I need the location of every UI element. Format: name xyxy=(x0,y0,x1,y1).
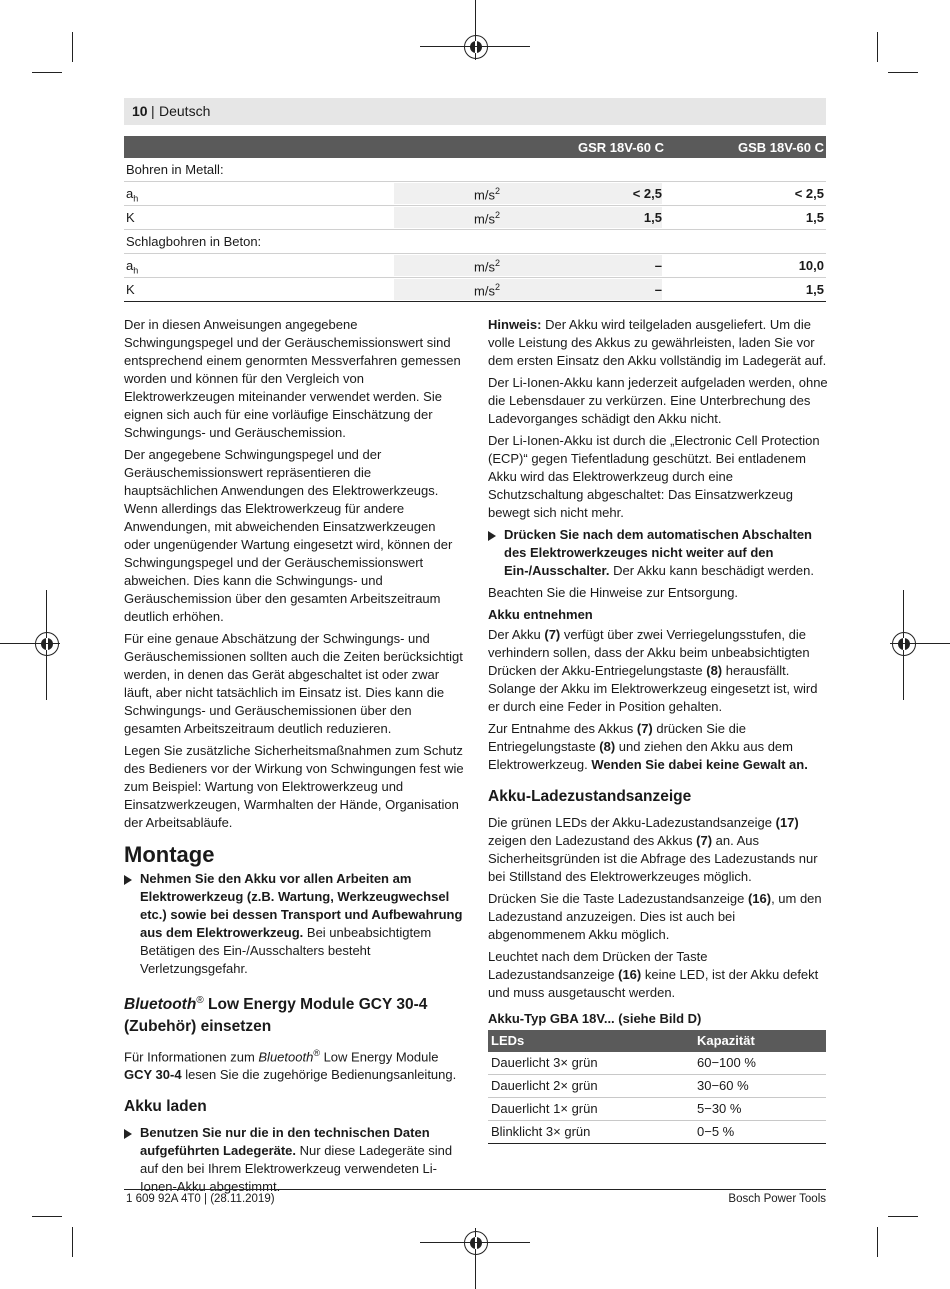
unit xyxy=(474,282,500,298)
led-state: Dauerlicht 3× grün xyxy=(488,1052,694,1075)
crop-mark xyxy=(888,1216,918,1217)
paragraph: Der Li-Ionen-Akku ist durch die „Electronic Cell Protection (ECP)“ gegen Tiefentladung geschützt. Bei entladenem Akku wird das Elektrowerkzeug durch eine Schutzschaltung abgeschaltet: Das Einsatzwerkzeug bewegt sich nicht mehr. xyxy=(488,433,820,520)
led-capacity-table xyxy=(488,1030,826,1144)
text: , um den Ladezustand anzuzeigen. Dies ist auch bei abgenommenem Akku möglich. xyxy=(488,891,822,942)
warning-text: Wenden Sie dabei keine Gewalt an. xyxy=(591,757,808,772)
paragraph: Der in diesen Anweisungen angegebene Schwingungspegel und der Geräuschemissionswert sind entsprechend einem genormten Messverfahren gemessen worden und können für den Vergleich von Elektrowerkzeugen miteinander verwendet werden. Sie eignen sich auch für eine vorläufige Einschätzung der Schwingungs- und Geräuschemission. xyxy=(124,317,461,440)
unit-text: m/s xyxy=(474,283,495,299)
paragraph xyxy=(488,814,828,886)
spec-group-row xyxy=(124,158,826,182)
spec-data-row xyxy=(124,278,826,302)
crop-mark xyxy=(877,1227,878,1257)
text: Zur Entnahme des Akkus xyxy=(488,721,637,736)
unit-text: m/s xyxy=(474,259,495,275)
value-gsr: 1,5 xyxy=(643,210,662,225)
cell-shade xyxy=(394,279,662,300)
crop-mark xyxy=(32,1216,62,1217)
paragraph xyxy=(488,948,828,1002)
spec-table xyxy=(124,136,826,302)
group-label: Schlagbohren in Beton: xyxy=(126,234,262,249)
akku-type-caption: Akku-Typ GBA 18V... (siehe Bild D) xyxy=(488,1011,702,1026)
crop-mark xyxy=(890,643,950,644)
spec-data-row xyxy=(124,206,826,230)
text: Für Informationen zum xyxy=(124,1049,259,1065)
publisher: Bosch Power Tools xyxy=(728,1193,826,1205)
right-column xyxy=(488,316,828,1144)
spec-col-gsb: GSB 18V-60 C xyxy=(738,140,824,155)
value-gsr: < 2,5 xyxy=(632,186,662,201)
registration-mark-icon xyxy=(892,632,916,656)
paragraph: Legen Sie zusätzliche Sicherheitsmaßnahmen zum Schutz des Bedieners vor der Wirkung von Schwingungen fest wie zum Beispiel: Wartung von Elektrowerkzeug und Einsatzwerkzeugen, Warmhalten der Hände, Organisation der Arbeitsabläufe. xyxy=(124,743,464,830)
column-header-kapazitaet: Kapazität xyxy=(694,1030,826,1052)
text: drücken Sie die Entriegelungstaste xyxy=(488,721,746,754)
section-title-ladezustand: Akku-Ladezustandsanzeige xyxy=(488,788,692,805)
crop-mark xyxy=(32,72,62,73)
row-label xyxy=(126,282,135,300)
table-row xyxy=(488,1121,826,1144)
table-header-row xyxy=(488,1030,826,1052)
symbol-subscript: h xyxy=(133,265,139,276)
unit-exponent: 2 xyxy=(494,186,500,196)
note-label: Hinweis: xyxy=(488,317,542,332)
spec-table-header xyxy=(124,136,826,158)
value-gsr: – xyxy=(654,258,662,273)
section-title-akku-entnehmen: Akku entnehmen xyxy=(488,607,593,622)
capacity: 0−5 % xyxy=(694,1121,826,1144)
spec-data-row xyxy=(124,182,826,206)
section-title-bluetooth xyxy=(124,990,464,1038)
text: Low Energy Module xyxy=(319,1049,439,1065)
text: zeigen den Ladezustand des Akkus xyxy=(488,833,697,848)
led-state: Blinklicht 3× grün xyxy=(488,1121,694,1144)
crop-mark xyxy=(877,32,878,62)
warning-bullet xyxy=(124,1124,464,1196)
bullet-text: Nur diese Ladegeräte sind auf den bei Ihrem Elektrowerkzeug verwendeten Li-Ionen-Akku abgestimmt. xyxy=(140,1143,453,1195)
left-column xyxy=(124,316,464,1200)
document-number: 1 609 92A 4T0 | (28.11.2019) xyxy=(126,1193,275,1205)
text: herausfällt. Solange der Akku im Elektrowerkzeug eingesetzt ist, wird er durch eine Feder in Position gehalten. xyxy=(488,663,818,714)
symbol: K xyxy=(126,210,135,225)
crop-mark xyxy=(888,72,918,73)
ref-number: (7) xyxy=(544,627,561,642)
table-body xyxy=(488,1052,826,1144)
led-state: Dauerlicht 1× grün xyxy=(488,1098,694,1121)
crop-mark xyxy=(72,32,73,62)
bullet-text: Bei unbeabsichtigtem Betätigen des Ein-/Ausschalters besteht Verletzungsgefahr. xyxy=(140,925,432,976)
module-name: GCY 30-4 xyxy=(124,1067,182,1083)
value-gsr: – xyxy=(654,282,662,297)
warning-bullet xyxy=(124,870,464,978)
symbol: a xyxy=(126,186,134,201)
unit xyxy=(474,210,500,226)
page-number: 10 xyxy=(132,103,148,119)
capacity: 5−30 % xyxy=(694,1098,826,1121)
bullet-triangle-icon xyxy=(124,1129,132,1139)
unit-exponent: 2 xyxy=(494,282,500,292)
header-separator: | xyxy=(151,103,155,119)
unit-exponent: 2 xyxy=(494,210,500,220)
row-label xyxy=(126,258,138,276)
text: Drücken Sie die Taste Ladezustandsanzeige xyxy=(488,891,748,906)
text: verfügt über zwei Verriegelungsstufen, die verhindern sollen, dass der Akku beim unbeabsichtigten Drücken der Akku-Entriegelungstaste xyxy=(488,627,810,678)
capacity: 60−100 % xyxy=(694,1052,826,1075)
unit xyxy=(474,186,500,202)
registration-mark-icon xyxy=(35,632,59,656)
crop-mark xyxy=(420,46,530,47)
led-state: Dauerlicht 2× grün xyxy=(488,1075,694,1098)
column-header-leds: LEDs xyxy=(488,1030,694,1052)
bluetooth-brand: Bluetooth xyxy=(258,1049,314,1065)
value-gsb: 1,5 xyxy=(805,282,824,297)
symbol: K xyxy=(126,282,135,297)
registration-mark-icon xyxy=(464,1231,488,1255)
table-row xyxy=(488,1075,826,1098)
bluetooth-brand: Bluetooth xyxy=(124,996,197,1014)
crop-mark xyxy=(420,1242,530,1243)
group-label: Bohren in Metall: xyxy=(126,162,224,177)
value-gsb: 10,0 xyxy=(798,258,824,273)
symbol: a xyxy=(126,258,134,273)
table-row xyxy=(488,1052,826,1075)
ref-number: (7) xyxy=(636,721,653,736)
registered-mark: ® xyxy=(196,995,204,1006)
bullet-text: Der Akku kann beschädigt werden. xyxy=(609,563,814,578)
page-footer xyxy=(124,1189,826,1205)
ref-number: (17) xyxy=(775,815,799,830)
unit-text: m/s xyxy=(474,211,495,227)
bullet-bold-text: Nehmen Sie den Akku vor allen Arbeiten am Elektrowerkzeug (z.B. Wartung, Werkzeugwechsel etc.) sowie bei dessen Transport und Aufbewahrung aus dem Elektrowerkzeug. xyxy=(140,871,463,940)
paragraph: Beachten Sie die Hinweise zur Entsorgung. xyxy=(488,585,739,600)
text: und ziehen den Akku aus dem Elektrowerkzeug. xyxy=(488,739,793,772)
bullet-triangle-icon xyxy=(124,875,132,885)
section-title-text: Low Energy Module GCY 30-4 (Zubehör) einsetzen xyxy=(124,996,428,1036)
bullet-bold-text: Benutzen Sie nur die in den technischen Daten aufgeführten Ladegeräte. xyxy=(140,1125,430,1159)
registered-mark: ® xyxy=(313,1048,320,1059)
spec-group-row xyxy=(124,230,826,254)
warning-bullet xyxy=(488,526,828,580)
paragraph: Der angegebene Schwingungspegel und der Geräuschemissionswert repräsentieren die hauptsächlichen Anwendungen des Elektrowerkzeugs. Wenn allerdings das Elektrowerkzeug für andere Anwendungen, mit abweichenden Einsatzwerkzeugen oder ungenügender Wartung eingesetzt wird, können der Schwingungspegel und der Geräuschemissionswert abweichen. Dies kann die Schwingungs- und Geräuschemission über den gesamten Arbeitszeitraum deutlich erhöhen. xyxy=(124,447,453,624)
cell-shade xyxy=(394,207,662,228)
bullet-triangle-icon xyxy=(488,531,496,541)
table-row xyxy=(488,1098,826,1121)
spec-col-gsr: GSR 18V-60 C xyxy=(578,140,664,155)
text: Der Akku xyxy=(488,627,545,642)
text: Die grünen LEDs der Akku-Ladezustandsanzeige xyxy=(488,815,776,830)
ref-number: (7) xyxy=(696,833,713,848)
capacity: 30−60 % xyxy=(694,1075,826,1098)
cell-shade xyxy=(394,183,662,204)
paragraph xyxy=(488,720,828,774)
value-gsb: 1,5 xyxy=(805,210,824,225)
paragraph: Für eine genaue Abschätzung der Schwingungs- und Geräuschemissionen sollten auch die Zeiten berücksichtigt werden, in denen das Gerät abgeschaltet ist oder zwar läuft, aber nicht tatsächlich im Einsatz ist. Dies kann die Schwingungs- und Geräuschemissionen über den gesamten Arbeitszeitraum deutlich reduzieren. xyxy=(124,631,463,736)
section-title-montage: Montage xyxy=(124,842,215,867)
text: keine LED, ist der Akku defekt und muss ausgetauscht werden. xyxy=(488,967,819,1000)
crop-mark xyxy=(72,1227,73,1257)
text: Der Akku wird teilgeladen ausgeliefert. Um die volle Leistung des Akkus zu gewährleisten, laden Sie vor dem ersten Einsatz den Akku vollständig im Ladegerät auf. xyxy=(488,317,827,368)
crop-mark xyxy=(0,643,60,644)
paragraph xyxy=(124,1044,464,1084)
paragraph xyxy=(488,316,828,370)
unit xyxy=(474,258,500,274)
paragraph: Der Li-Ionen-Akku kann jederzeit aufgeladen werden, ohne die Lebensdauer zu verkürzen. Eine Unterbrechung des Ladevorganges schädigt den Akku nicht. xyxy=(488,375,828,426)
cell-shade xyxy=(394,255,662,276)
paragraph xyxy=(488,626,828,716)
paragraph xyxy=(488,890,828,944)
unit-exponent: 2 xyxy=(494,258,500,268)
spec-data-row xyxy=(124,254,826,278)
spec-table-body xyxy=(124,158,826,302)
text: an. Aus Sicherheitsgründen ist die Abfrage des Ladezustands nur bei Stillstand des Elektrowerkzeuges möglich. xyxy=(488,833,818,884)
row-label xyxy=(126,186,138,204)
unit-text: m/s xyxy=(474,187,495,203)
ref-number: (8) xyxy=(706,663,723,678)
text: Leuchtet nach dem Drücken der Taste Ladezustandsanzeige xyxy=(488,949,708,982)
page-header xyxy=(124,98,826,125)
value-gsb: < 2,5 xyxy=(794,186,824,201)
header-language: Deutsch xyxy=(159,103,211,119)
bullet-bold-text: Drücken Sie nach dem automatischen Abschalten des Elektrowerkzeuges nicht weiter auf den Ein-/Ausschalter. xyxy=(504,527,812,578)
ref-number: (16) xyxy=(747,891,772,906)
text: lesen Sie die zugehörige Bedienungsanleitung. xyxy=(181,1067,457,1083)
ref-number: (16) xyxy=(618,967,642,982)
symbol-subscript: h xyxy=(133,193,139,204)
row-label xyxy=(126,210,135,228)
registration-mark-icon xyxy=(464,35,488,59)
section-title-akku-laden: Akku laden xyxy=(124,1098,207,1116)
ref-number: (8) xyxy=(599,739,616,754)
